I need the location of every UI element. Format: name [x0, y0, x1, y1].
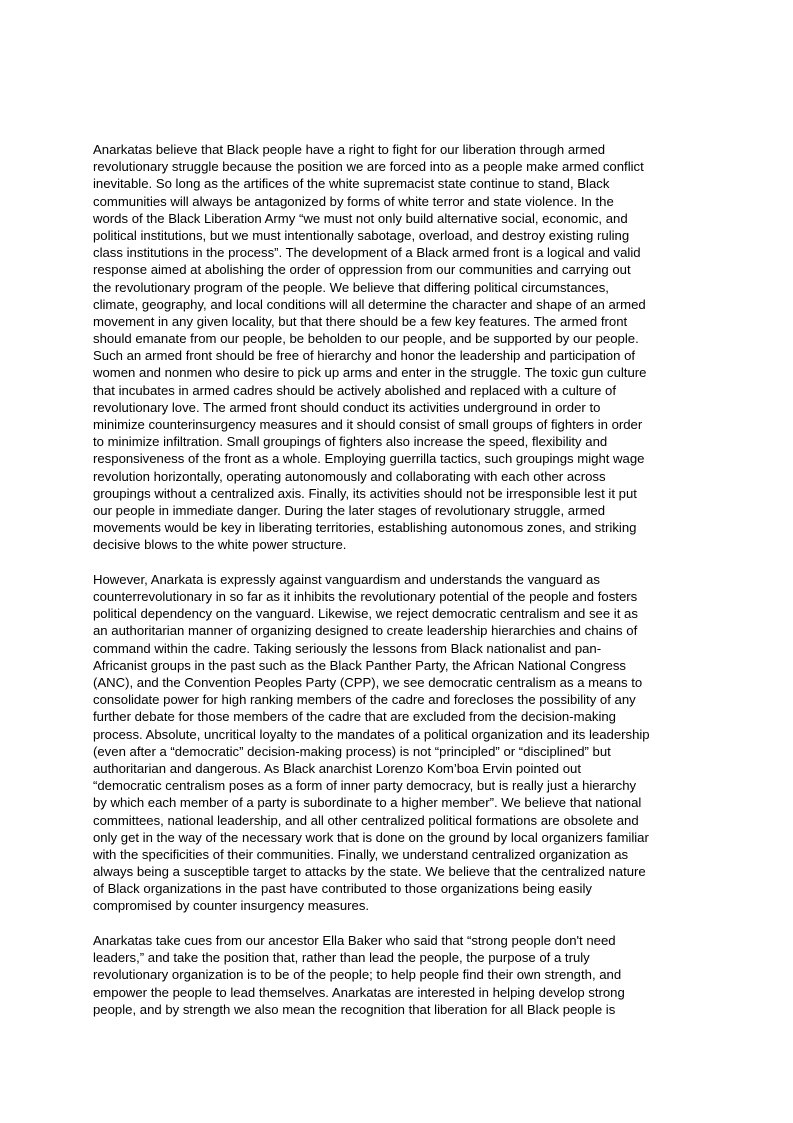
text-line: our people in immediate danger. During the later stages of revolutionary struggle, armed: [93, 502, 606, 518]
text-line: movement in any given locality, but that there should be a few key features. The armed front: [93, 313, 628, 329]
text-line: class institutions in the process”. The development of a Black armed front is a logical and valid: [93, 245, 641, 261]
text-line: committees, national leadership, and all other centralized political formations are obsolete and: [93, 812, 639, 828]
text-line: climate, geography, and local conditions will all determine the character and shape of an armed: [93, 296, 646, 312]
text-line: command within the cadre. Taking seriously the lessons from Black nationalist and pan-: [93, 640, 602, 656]
text-line: only get in the way of the necessary work that is done on the ground by local organizers familiar: [93, 829, 649, 845]
text-line: political dependency on the vanguard. Likewise, we reject democratic centralism and see it as: [93, 606, 638, 622]
text-line: Anarkatas believe that Black people have a right to fight for our liberation through armed: [93, 142, 606, 157]
text-line: Such an armed front should be free of hierarchy and honor the leadership and participation of: [93, 348, 636, 364]
paragraph: [93, 571, 713, 915]
text-line: by which each member of a party is subordinate to a higher member”. We believe that national: [93, 795, 642, 811]
text-line: responsiveness of the front as a whole. Employing guerrilla tactics, such groupings might wage: [93, 451, 645, 467]
text-line: “democratic centralism poses as a form of inner party democracy, but is really just a hierarchy: [93, 778, 637, 794]
text-line: empower the people to lead themselves. Anarkatas are interested in helping develop strong: [93, 984, 625, 1000]
text-line: counterrevolutionary in so far as it inhibits the revolutionary potential of the people and fosters: [93, 589, 638, 605]
paragraph: [93, 932, 713, 1018]
text-line: (ANC), and the Convention Peoples Party (CPP), we see democratic centralism as a means to: [93, 675, 643, 691]
text-line: movements would be key in liberating territories, establishing autonomous zones, and striking: [93, 520, 637, 536]
paragraph-gap: [93, 554, 713, 571]
text-line: should emanate from our people, be beholden to our people, and be supported by our people.: [93, 331, 639, 347]
text-line: women and nonmen who desire to pick up arms and enter in the struggle. The toxic gun culture: [93, 365, 647, 381]
text-line: revolutionary struggle because the position we are forced into as a people make armed conflict: [93, 159, 644, 175]
text-line: the revolutionary program of the people. We believe that differing political circumstances,: [93, 279, 609, 295]
text-line: with the specificities of their communities. Finally, we understand centralized organization as: [93, 846, 629, 862]
text-line: (even after a “democratic” decision-making process) is not “principled” or “disciplined” but: [93, 743, 611, 759]
text-line: minimize counterinsurgency measures and it should consist of small groups of fighters in order: [93, 417, 643, 432]
text-line: to minimize infiltration. Small groupings of fighters also increase the speed, flexibility and: [93, 434, 608, 450]
text-line: revolutionary love. The armed front should conduct its activities underground in order to: [93, 399, 601, 415]
text-line: that incubates in armed cadres should be actively abolished and replaced with a culture of: [93, 382, 617, 398]
text-line: of Black organizations in the past have contributed to those organizations being easily: [93, 881, 592, 897]
body-text: [93, 141, 713, 1018]
text-line: process. Absolute, uncritical loyalty to the mandates of a political organization and its leadership: [93, 726, 650, 742]
text-line: consolidate power for high ranking members of the cadre and forecloses the possibility of any: [93, 692, 636, 708]
text-line: Anarkatas take cues from our ancestor Ella Baker who said that “strong people don't need: [93, 933, 616, 949]
text-line: inevitable. So long as the artifices of the white supremacist state continue to stand, Black: [93, 176, 610, 192]
text-line: always being a susceptible target to attacks by the state. We believe that the centralized nature: [93, 864, 646, 880]
text-line: people, and by strength we also mean the recognition that liberation for all Black people is: [93, 1001, 616, 1017]
paragraph-gap: [93, 915, 713, 932]
text-line: decisive blows to the white power structure.: [93, 537, 347, 553]
text-line: words of the Black Liberation Army “we must not only build alternative social, economic, and: [93, 210, 628, 226]
text-line: political institutions, but we must intentionally sabotage, overload, and destroy existing ruling: [93, 227, 630, 243]
paragraph: [93, 141, 713, 554]
text-line: Africanist groups in the past such as the Black Panther Party, the African National Congress: [93, 657, 626, 673]
text-line: an authoritarian manner of organizing designed to create leadership hierarchies and chains of: [93, 623, 638, 639]
text-line: leaders,” and take the position that, rather than lead the people, the purpose of a truly: [93, 950, 590, 966]
text-line: further debate for those members of the cadre that are excluded from the decision-making: [93, 709, 616, 725]
text-line: revolutionary organization is to be of the people; to help people find their own strength, and: [93, 967, 622, 983]
text-line: groupings without a centralized axis. Finally, its activities should not be irresponsible lest it put: [93, 485, 637, 501]
text-line: communities will always be antagonized by forms of white terror and state violence. In the: [93, 193, 614, 209]
text-line: response aimed at abolishing the order of oppression from our communities and carrying out: [93, 262, 631, 278]
text-line: authoritarian and dangerous. As Black anarchist Lorenzo Kom’boa Ervin pointed out: [93, 760, 581, 776]
text-line: compromised by counter insurgency measures.: [93, 898, 370, 914]
text-line: revolution horizontally, operating autonomously and collaborating with each other across: [93, 468, 606, 484]
text-line: However, Anarkata is expressly against vanguardism and understands the vanguard as: [93, 571, 600, 587]
